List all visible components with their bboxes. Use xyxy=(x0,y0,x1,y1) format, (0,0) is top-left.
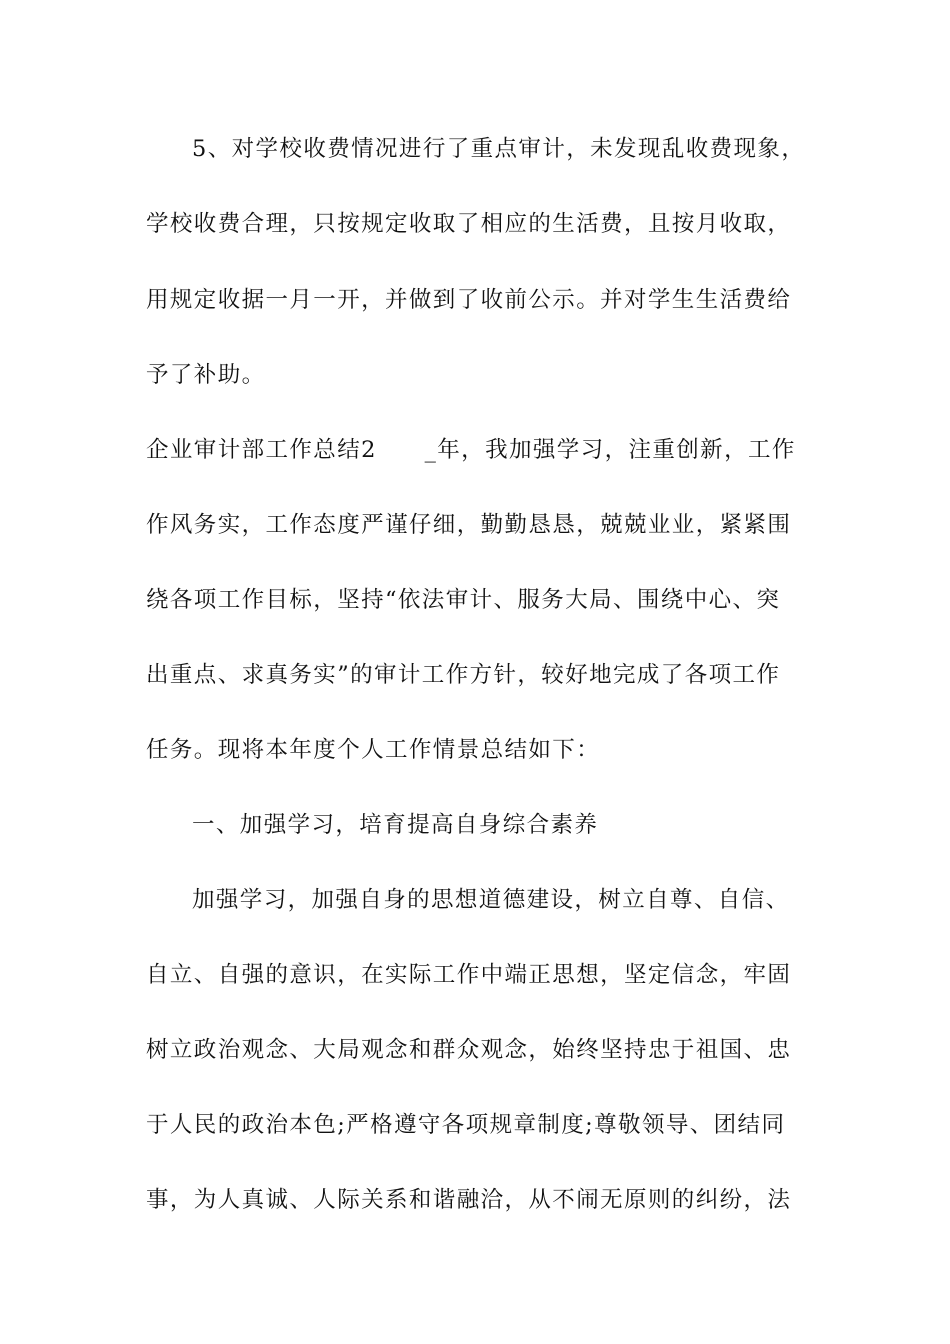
text-line-3: 用规定收据一月一开，并做到了收前公示。并对学生生活费给 xyxy=(146,287,792,313)
text-line-9: 任务。现将本年度个人工作情景总结如下： xyxy=(146,737,601,763)
text-line-1: 5、对学校收费情况进行了重点审计，未发现乱收费现象， xyxy=(192,136,806,162)
text-line-13: 树立政治观念、大局观念和群众观念，始终坚持忠于祖国、忠 xyxy=(146,1037,792,1063)
text-line-4: 予了补助。 xyxy=(146,362,266,388)
text-line-2: 学校收费合理，只按规定收取了相应的生活费，且按月收取， xyxy=(146,211,792,237)
text-line-6: 作风务实，工作态度严谨仔细，勤勤恳恳，兢兢业业，紧紧围 xyxy=(146,512,792,538)
text-line-8: 出重点、求真务实”的审计工作方针，较好地完成了各项工作 xyxy=(146,662,781,688)
text-line-12: 自立、自强的意识，在实际工作中端正思想，坚定信念，牢固 xyxy=(146,962,792,988)
text-line-15: 事，为人真诚、人际关系和谐融洽，从不闹无原则的纠纷，法 xyxy=(146,1187,792,1213)
subheading-line: 一、加强学习，培育提高自身综合素养 xyxy=(192,812,599,838)
text-line-14: 于人民的政治本色;严格遵守各项规章制度;尊敬领导、团结同 xyxy=(146,1112,786,1138)
text-line-7: 绕各项工作目标，坚持“依法审计、服务大局、围绕中心、突 xyxy=(146,587,781,613)
section-heading-line: 企业审计部工作总结2 _年，我加强学习，注重创新，工作 xyxy=(146,437,796,463)
text-line-11: 加强学习，加强自身的思想道德建设，树立自尊、自信、 xyxy=(192,887,790,913)
